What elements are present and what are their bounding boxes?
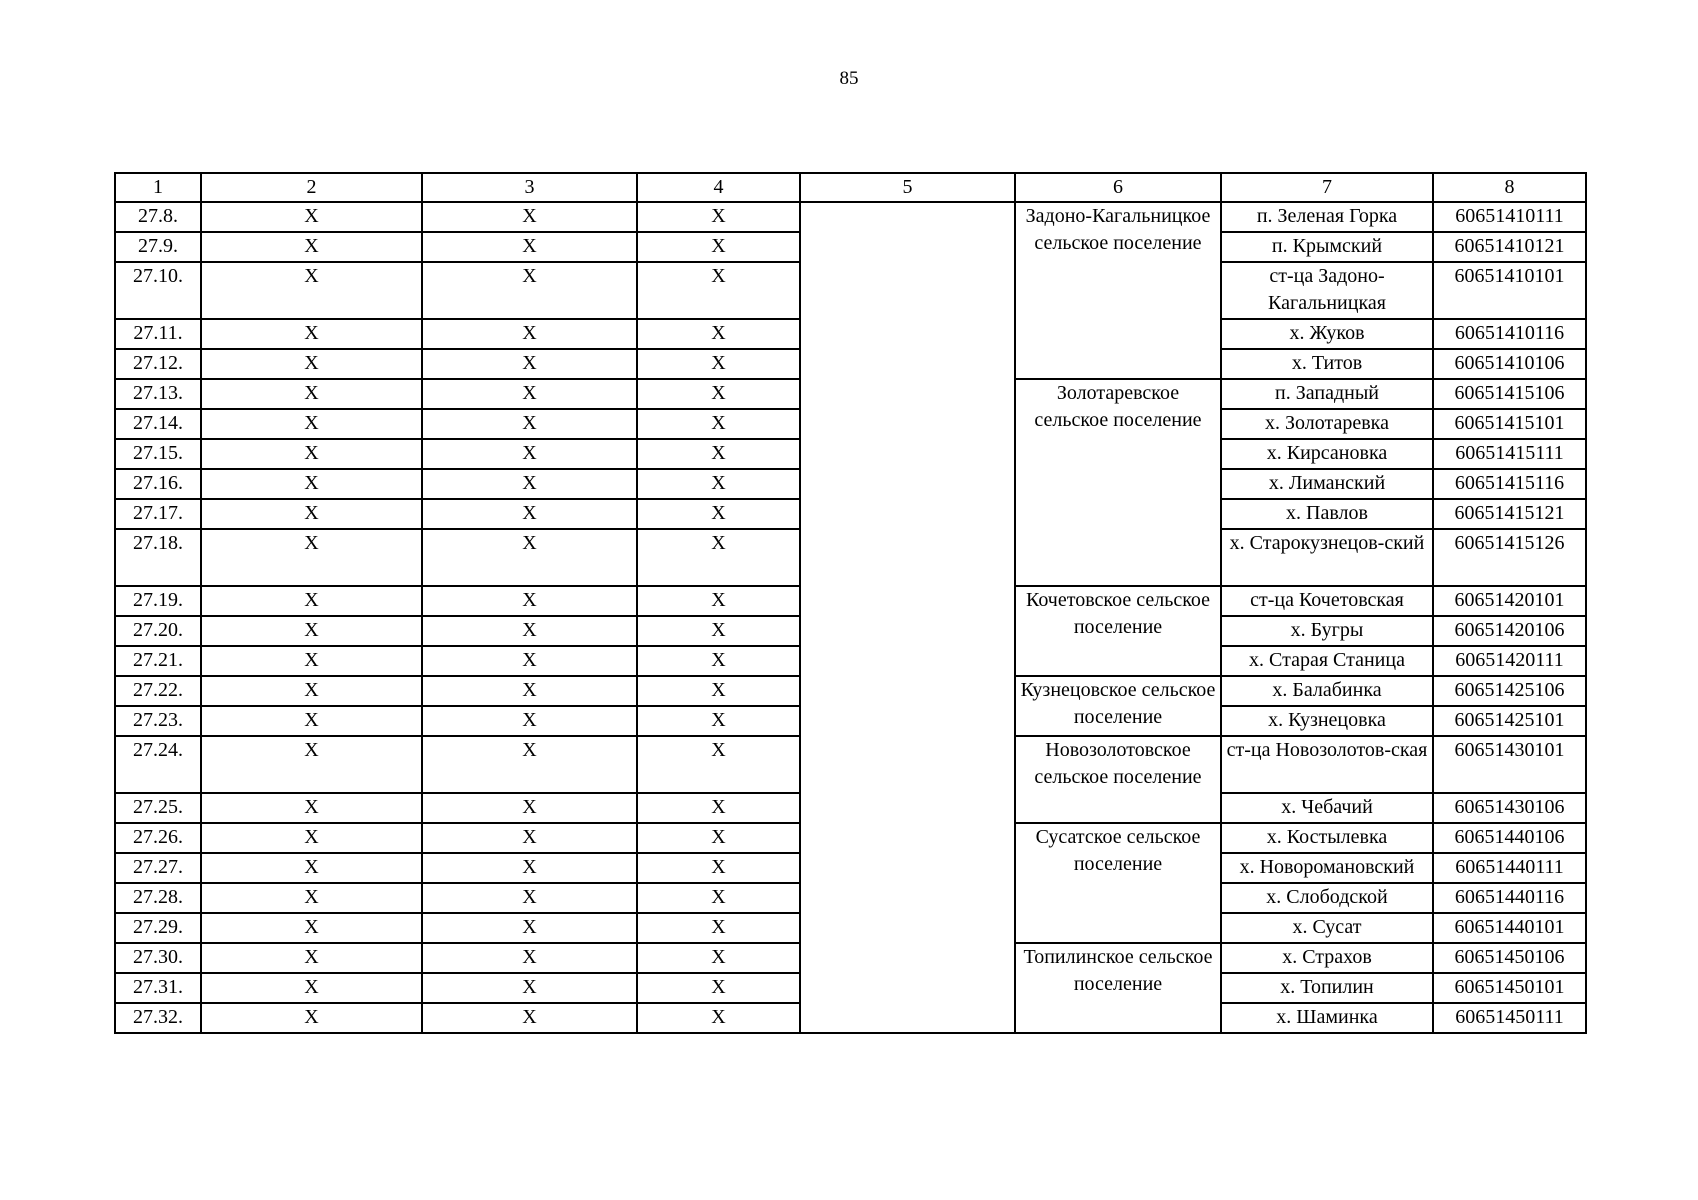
settlement-name: х. Золотаревка xyxy=(1221,409,1433,439)
row-number: 27.26. xyxy=(115,823,201,853)
municipality-name: Сусатское сельское поселение xyxy=(1015,823,1221,943)
column-4-value: X xyxy=(637,529,800,586)
row-number: 27.27. xyxy=(115,853,201,883)
column-4-value: X xyxy=(637,793,800,823)
settlement-name: х. Титов xyxy=(1221,349,1433,379)
row-number: 27.12. xyxy=(115,349,201,379)
column-2-value: X xyxy=(201,439,422,469)
column-3-value: X xyxy=(422,586,637,616)
row-number: 27.29. xyxy=(115,913,201,943)
column-3-value: X xyxy=(422,706,637,736)
table-row xyxy=(115,202,1586,232)
oktmo-code: 60651415106 xyxy=(1433,379,1586,409)
column-2-value: X xyxy=(201,349,422,379)
municipality-name: Топилинское сельское поселение xyxy=(1015,943,1221,1033)
column-2-value: X xyxy=(201,262,422,319)
row-number: 27.19. xyxy=(115,586,201,616)
column-4-value: X xyxy=(637,499,800,529)
column-header: 4 xyxy=(637,173,800,202)
column-4-value: X xyxy=(637,202,800,232)
row-number: 27.31. xyxy=(115,973,201,1003)
column-header: 3 xyxy=(422,173,637,202)
oktmo-code: 60651415111 xyxy=(1433,439,1586,469)
row-number: 27.28. xyxy=(115,883,201,913)
column-3-value: X xyxy=(422,853,637,883)
column-2-value: X xyxy=(201,883,422,913)
row-number: 27.32. xyxy=(115,1003,201,1033)
oktmo-code: 60651430106 xyxy=(1433,793,1586,823)
settlement-name: х. Чебачий xyxy=(1221,793,1433,823)
column-3-value: X xyxy=(422,409,637,439)
row-number: 27.8. xyxy=(115,202,201,232)
column-4-value: X xyxy=(637,646,800,676)
settlement-name: ст-ца Новозолотов-ская xyxy=(1221,736,1433,793)
settlement-name: х. Кирсановка xyxy=(1221,439,1433,469)
column-2-value: X xyxy=(201,616,422,646)
column-3-value: X xyxy=(422,262,637,319)
oktmo-code: 60651440101 xyxy=(1433,913,1586,943)
column-3-value: X xyxy=(422,319,637,349)
column-3-value: X xyxy=(422,529,637,586)
column-header: 1 xyxy=(115,173,201,202)
oktmo-code: 60651410111 xyxy=(1433,202,1586,232)
column-5-blank xyxy=(800,202,1015,1033)
column-2-value: X xyxy=(201,706,422,736)
column-4-value: X xyxy=(637,883,800,913)
settlement-name: х. Павлов xyxy=(1221,499,1433,529)
column-header: 6 xyxy=(1015,173,1221,202)
column-3-value: X xyxy=(422,379,637,409)
settlement-name: ст-ца Кочетовская xyxy=(1221,586,1433,616)
column-2-value: X xyxy=(201,793,422,823)
column-2-value: X xyxy=(201,529,422,586)
column-2-value: X xyxy=(201,913,422,943)
column-header: 8 xyxy=(1433,173,1586,202)
column-2-value: X xyxy=(201,469,422,499)
row-number: 27.16. xyxy=(115,469,201,499)
settlements-table xyxy=(114,172,1587,1034)
oktmo-code: 60651410101 xyxy=(1433,262,1586,319)
column-2-value: X xyxy=(201,823,422,853)
column-4-value: X xyxy=(637,823,800,853)
column-2-value: X xyxy=(201,409,422,439)
column-3-value: X xyxy=(422,349,637,379)
column-4-value: X xyxy=(637,349,800,379)
column-header: 7 xyxy=(1221,173,1433,202)
column-2-value: X xyxy=(201,1003,422,1033)
column-3-value: X xyxy=(422,202,637,232)
row-number: 27.15. xyxy=(115,439,201,469)
column-4-value: X xyxy=(637,913,800,943)
column-3-value: X xyxy=(422,883,637,913)
column-2-value: X xyxy=(201,736,422,793)
column-4-value: X xyxy=(637,1003,800,1033)
row-number: 27.21. xyxy=(115,646,201,676)
settlement-name: х. Топилин xyxy=(1221,973,1433,1003)
municipality-name: Кузнецовское сельское поселение xyxy=(1015,676,1221,736)
column-2-value: X xyxy=(201,202,422,232)
oktmo-code: 60651450106 xyxy=(1433,943,1586,973)
row-number: 27.9. xyxy=(115,232,201,262)
column-3-value: X xyxy=(422,439,637,469)
oktmo-code: 60651410121 xyxy=(1433,232,1586,262)
settlement-name: х. Шаминка xyxy=(1221,1003,1433,1033)
column-4-value: X xyxy=(637,616,800,646)
column-3-value: X xyxy=(422,736,637,793)
settlement-name: х. Балабинка xyxy=(1221,676,1433,706)
oktmo-code: 60651415121 xyxy=(1433,499,1586,529)
column-4-value: X xyxy=(637,232,800,262)
oktmo-code: 60651430101 xyxy=(1433,736,1586,793)
column-4-value: X xyxy=(637,706,800,736)
column-3-value: X xyxy=(422,913,637,943)
column-3-value: X xyxy=(422,676,637,706)
settlement-name: ст-ца Задоно-Кагальницкая xyxy=(1221,262,1433,319)
oktmo-code: 60651415116 xyxy=(1433,469,1586,499)
column-4-value: X xyxy=(637,409,800,439)
oktmo-code: 60651415126 xyxy=(1433,529,1586,586)
settlement-name: х. Кузнецовка xyxy=(1221,706,1433,736)
column-2-value: X xyxy=(201,586,422,616)
oktmo-code: 60651440111 xyxy=(1433,853,1586,883)
column-3-value: X xyxy=(422,232,637,262)
oktmo-code: 60651440116 xyxy=(1433,883,1586,913)
column-3-value: X xyxy=(422,823,637,853)
municipality-name: Кочетовское сельское поселение xyxy=(1015,586,1221,676)
oktmo-code: 60651440106 xyxy=(1433,823,1586,853)
row-number: 27.30. xyxy=(115,943,201,973)
column-3-value: X xyxy=(422,973,637,1003)
settlement-name: х. Страхов xyxy=(1221,943,1433,973)
column-header: 2 xyxy=(201,173,422,202)
row-number: 27.10. xyxy=(115,262,201,319)
page-number: 85 xyxy=(839,68,859,89)
column-2-value: X xyxy=(201,646,422,676)
column-4-value: X xyxy=(637,676,800,706)
column-3-value: X xyxy=(422,793,637,823)
settlement-name: п. Крымский xyxy=(1221,232,1433,262)
settlement-name: х. Старая Станица xyxy=(1221,646,1433,676)
column-4-value: X xyxy=(637,853,800,883)
settlement-name: п. Зеленая Горка xyxy=(1221,202,1433,232)
settlement-name: х. Старокузнецов-ский xyxy=(1221,529,1433,586)
row-number: 27.11. xyxy=(115,319,201,349)
column-4-value: X xyxy=(637,943,800,973)
settlement-name: х. Новоромановский xyxy=(1221,853,1433,883)
settlement-name: х. Слободской xyxy=(1221,883,1433,913)
column-4-value: X xyxy=(637,379,800,409)
header-row xyxy=(115,173,1586,202)
column-2-value: X xyxy=(201,379,422,409)
column-4-value: X xyxy=(637,586,800,616)
column-3-value: X xyxy=(422,616,637,646)
column-3-value: X xyxy=(422,646,637,676)
oktmo-code: 60651450111 xyxy=(1433,1003,1586,1033)
column-4-value: X xyxy=(637,736,800,793)
column-3-value: X xyxy=(422,469,637,499)
oktmo-code: 60651410116 xyxy=(1433,319,1586,349)
row-number: 27.20. xyxy=(115,616,201,646)
column-4-value: X xyxy=(637,319,800,349)
row-number: 27.22. xyxy=(115,676,201,706)
row-number: 27.13. xyxy=(115,379,201,409)
column-2-value: X xyxy=(201,232,422,262)
column-3-value: X xyxy=(422,499,637,529)
settlement-name: х. Бугры xyxy=(1221,616,1433,646)
settlement-name: х. Сусат xyxy=(1221,913,1433,943)
municipality-name: Задоно-Кагальницкое сельское поселение xyxy=(1015,202,1221,379)
oktmo-code: 60651420101 xyxy=(1433,586,1586,616)
municipality-name: Золотаревское сельское поселение xyxy=(1015,379,1221,586)
column-4-value: X xyxy=(637,262,800,319)
column-2-value: X xyxy=(201,676,422,706)
column-2-value: X xyxy=(201,853,422,883)
column-header: 5 xyxy=(800,173,1015,202)
column-3-value: X xyxy=(422,1003,637,1033)
column-4-value: X xyxy=(637,439,800,469)
oktmo-code: 60651425101 xyxy=(1433,706,1586,736)
row-number: 27.17. xyxy=(115,499,201,529)
oktmo-code: 60651425106 xyxy=(1433,676,1586,706)
settlement-name: х. Лиманский xyxy=(1221,469,1433,499)
settlement-name: х. Костылевка xyxy=(1221,823,1433,853)
oktmo-code: 60651420111 xyxy=(1433,646,1586,676)
column-4-value: X xyxy=(637,973,800,1003)
settlement-name: п. Западный xyxy=(1221,379,1433,409)
oktmo-code: 60651410106 xyxy=(1433,349,1586,379)
column-4-value: X xyxy=(637,469,800,499)
row-number: 27.18. xyxy=(115,529,201,586)
column-2-value: X xyxy=(201,943,422,973)
row-number: 27.25. xyxy=(115,793,201,823)
column-2-value: X xyxy=(201,319,422,349)
municipality-name: Новозолотовское сельское поселение xyxy=(1015,736,1221,823)
column-2-value: X xyxy=(201,499,422,529)
column-2-value: X xyxy=(201,973,422,1003)
column-3-value: X xyxy=(422,943,637,973)
oktmo-code: 60651415101 xyxy=(1433,409,1586,439)
row-number: 27.23. xyxy=(115,706,201,736)
oktmo-code: 60651420106 xyxy=(1433,616,1586,646)
settlement-name: х. Жуков xyxy=(1221,319,1433,349)
row-number: 27.14. xyxy=(115,409,201,439)
row-number: 27.24. xyxy=(115,736,201,793)
oktmo-code: 60651450101 xyxy=(1433,973,1586,1003)
